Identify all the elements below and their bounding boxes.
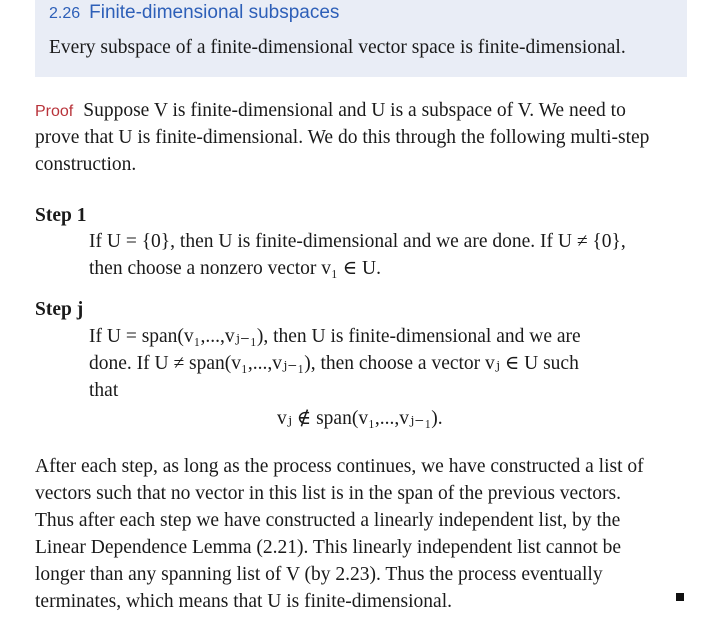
conclusion-line-4: Linear Dependence Lemma (2.21). This linearly independent list cannot be — [35, 537, 622, 558]
proof-intro-line-2: prove that U is finite-dimensional. We do this through the following multi-step — [35, 127, 650, 148]
theorem-heading — [49, 2, 339, 24]
theorem-title: Finite-dimensional subspaces — [89, 2, 340, 23]
theorem-box — [35, 0, 687, 77]
conclusion-line-2: vectors such that no vector in this list is in the span of the previous vectors. — [35, 483, 621, 504]
proof-intro-line-3: construction. — [35, 154, 137, 175]
step-1-line-1: If U = {0}, then U is finite-dimensional and we are done. If U ≠ {0}, — [89, 231, 626, 252]
proof-intro-line-1 — [35, 101, 626, 121]
theorem-number: 2.26 — [49, 5, 81, 22]
step-j-display-formula: vⱼ ∉ span(v₁,...,vⱼ₋₁). — [277, 408, 443, 429]
step-j-line-3: that — [89, 380, 119, 401]
step-j-line-2: done. If U ≠ span(v₁,...,vⱼ₋₁), then choose a vector vⱼ ∈ U such — [89, 353, 579, 374]
step-j-heading: Step j — [35, 299, 84, 320]
conclusion-line-6: terminates, which means that U is finite-dimensional. — [35, 591, 452, 612]
proof-label: Proof — [35, 103, 74, 120]
step-1-line-2: then choose a nonzero vector v₁ ∈ U. — [89, 258, 381, 279]
theorem-statement: Every subspace of a finite-dimensional vector space is finite-dimensional. — [49, 37, 626, 58]
conclusion-line-3: Thus after each step we have constructed a linearly independent list, by the — [35, 510, 621, 531]
conclusion-line-1: After each step, as long as the process continues, we have constructed a list of — [35, 456, 644, 477]
proof-intro-text-1: Suppose V is finite-dimensional and U is a subspace of V. We need to — [83, 100, 626, 121]
step-1-heading: Step 1 — [35, 205, 87, 226]
step-j-line-1: If U = span(v₁,...,vⱼ₋₁), then U is finite-dimensional and we are — [89, 326, 581, 347]
qed-symbol — [676, 593, 684, 601]
conclusion-line-5: longer than any spanning list of V (by 2.23). Thus the process eventually — [35, 564, 603, 585]
